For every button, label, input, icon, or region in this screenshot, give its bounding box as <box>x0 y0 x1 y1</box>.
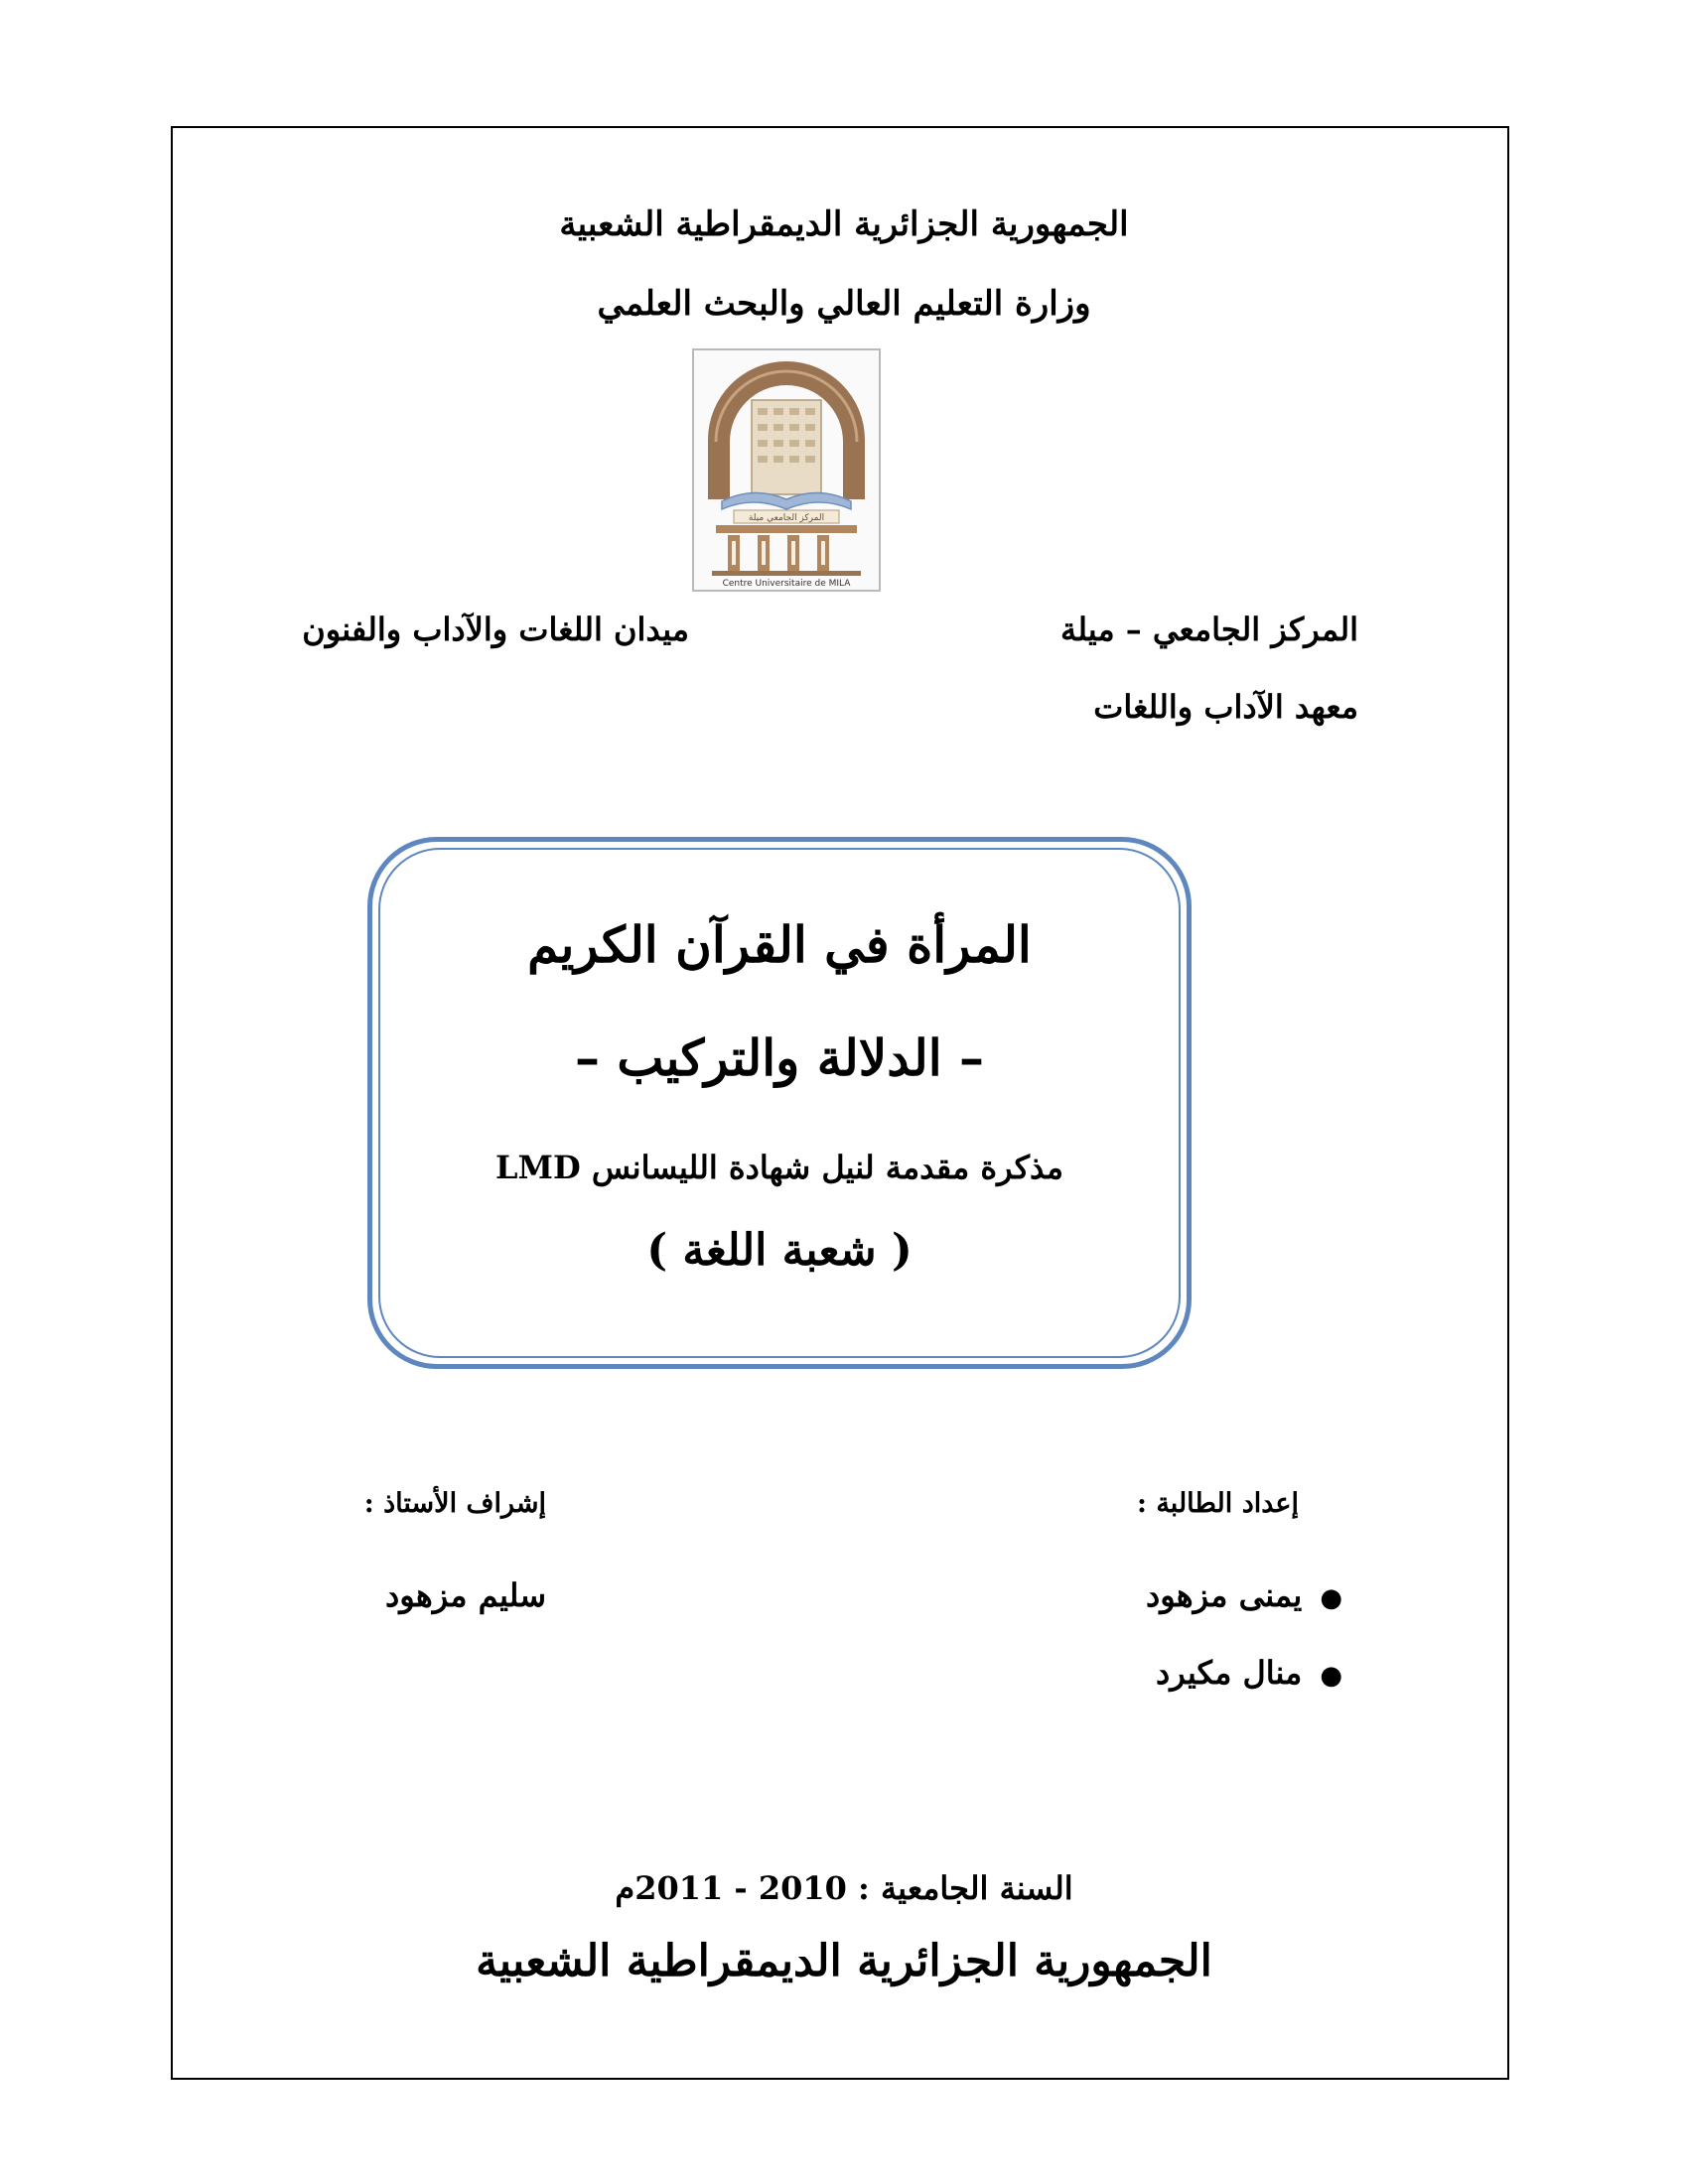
field-of-study: ميدان اللغات والآداب والفنون <box>302 611 689 648</box>
bullet-icon: ● <box>1320 1583 1342 1613</box>
university-logo <box>692 348 881 592</box>
academic-year: السنة الجامعية : 2010 - 2011م <box>615 1869 1073 1907</box>
ministry-header: وزارة التعليم العالي والبحث العلمي <box>597 284 1091 324</box>
degree-line: مذكرة مقدمة لنيل شهادة الليسانس LMD <box>495 1149 1063 1186</box>
republic-header: الجمهورية الجزائرية الديمقراطية الشعبية <box>559 205 1129 244</box>
specialization: ( شعبة اللغة ) <box>646 1225 913 1276</box>
thesis-title: المرأة في القرآن الكريم <box>527 915 1032 974</box>
student-name: ●منال مكيرد <box>1156 1654 1342 1692</box>
bullet-icon: ● <box>1320 1661 1342 1691</box>
university-center: المركز الجامعي – ميلة <box>1060 611 1358 648</box>
institute-name: معهد الآداب واللغات <box>1093 688 1358 726</box>
logo-caption: Centre Universitaire de MILA <box>722 579 851 589</box>
title-box-inner <box>378 848 1181 1358</box>
logo-emblem-icon <box>694 350 879 590</box>
svg-text:المركز الجامعي ميلة: المركز الجامعي ميلة <box>748 513 825 523</box>
thesis-subtitle: – الدلالة والتركيب – <box>574 1028 985 1087</box>
supervisor-label: إشراف الأستاذ : <box>363 1488 546 1519</box>
prepared-by-label: إعداد الطالبة : <box>1136 1488 1299 1519</box>
footer-republic: الجمهورية الجزائرية الديمقراطية الشعبية <box>476 1936 1212 1986</box>
supervisor-name: سليم مزهود <box>385 1576 546 1614</box>
student-name: ●يمنى مزهود <box>1145 1576 1342 1614</box>
title-box <box>367 837 1192 1369</box>
